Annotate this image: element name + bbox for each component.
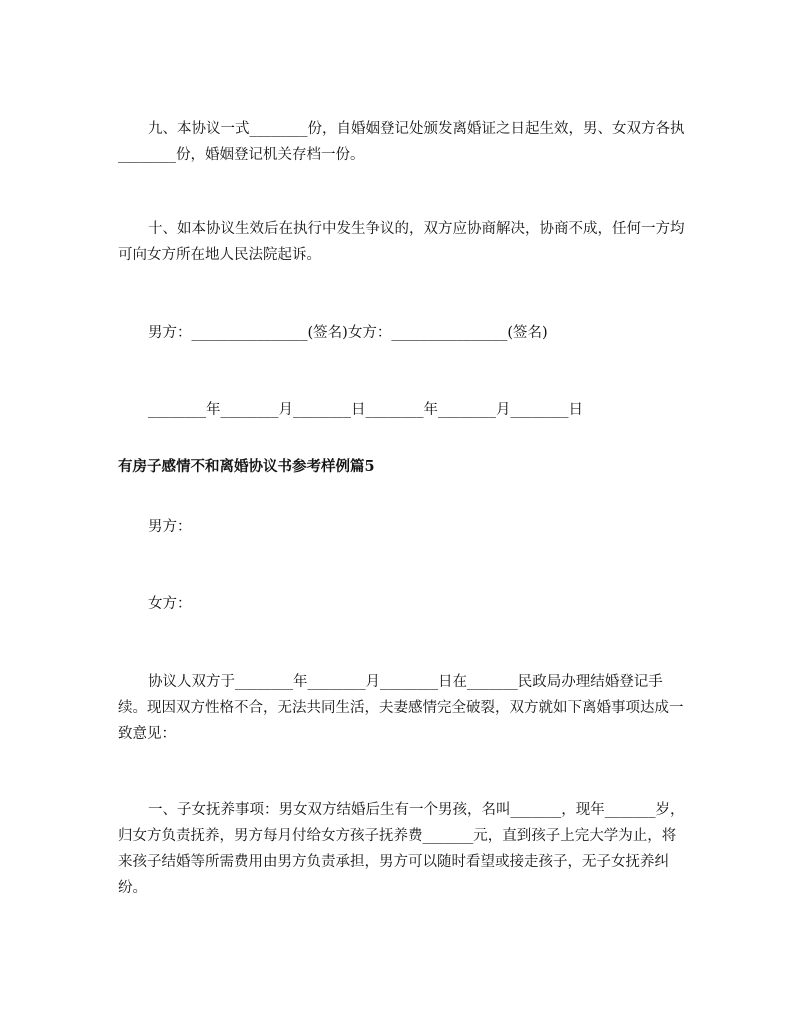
- preamble-paragraph: 协议人双方于________年________月________日在_______民政局办理结婚登记手续。现因双方性格不合，无法共同生活，夫妻感情完全破裂，双方就如下离婚事项达成一致意见：: [118, 674, 684, 742]
- date-line: ________年________月________日________年________月________日: [148, 402, 583, 418]
- clause-10-paragraph: 十、如本协议生效后在执行中发生争议的，双方应协商解决，协商不成，任何一方均可向女方所在地人民法院起诉。: [118, 221, 685, 263]
- signature-line: 男方：________________(签名)女方：________________(签名): [148, 325, 548, 341]
- male-party-line: 男方：: [148, 519, 192, 535]
- clause-1-paragraph: 一、子女抚养事项：男女双方结婚后生有一个男孩，名叫_______，现年_______岁，归女方负责抚养，男方每月付给女方孩子抚养费_______元，直到孩子上完大学为止，将来孩子结婚等所需费用由男方负责承担，男方可以随时看望或接走孩子，无子女抚养纠纷。: [118, 802, 685, 896]
- clause-9-paragraph: 九、本协议一式________份，自婚姻登记处颁发离婚证之日起生效，男、女双方各执________份，婚姻登记机关存档一份。: [118, 121, 685, 163]
- section-title: 有房子感情不和离婚协议书参考样例篇5: [118, 458, 375, 475]
- female-party-line: 女方：: [148, 596, 192, 612]
